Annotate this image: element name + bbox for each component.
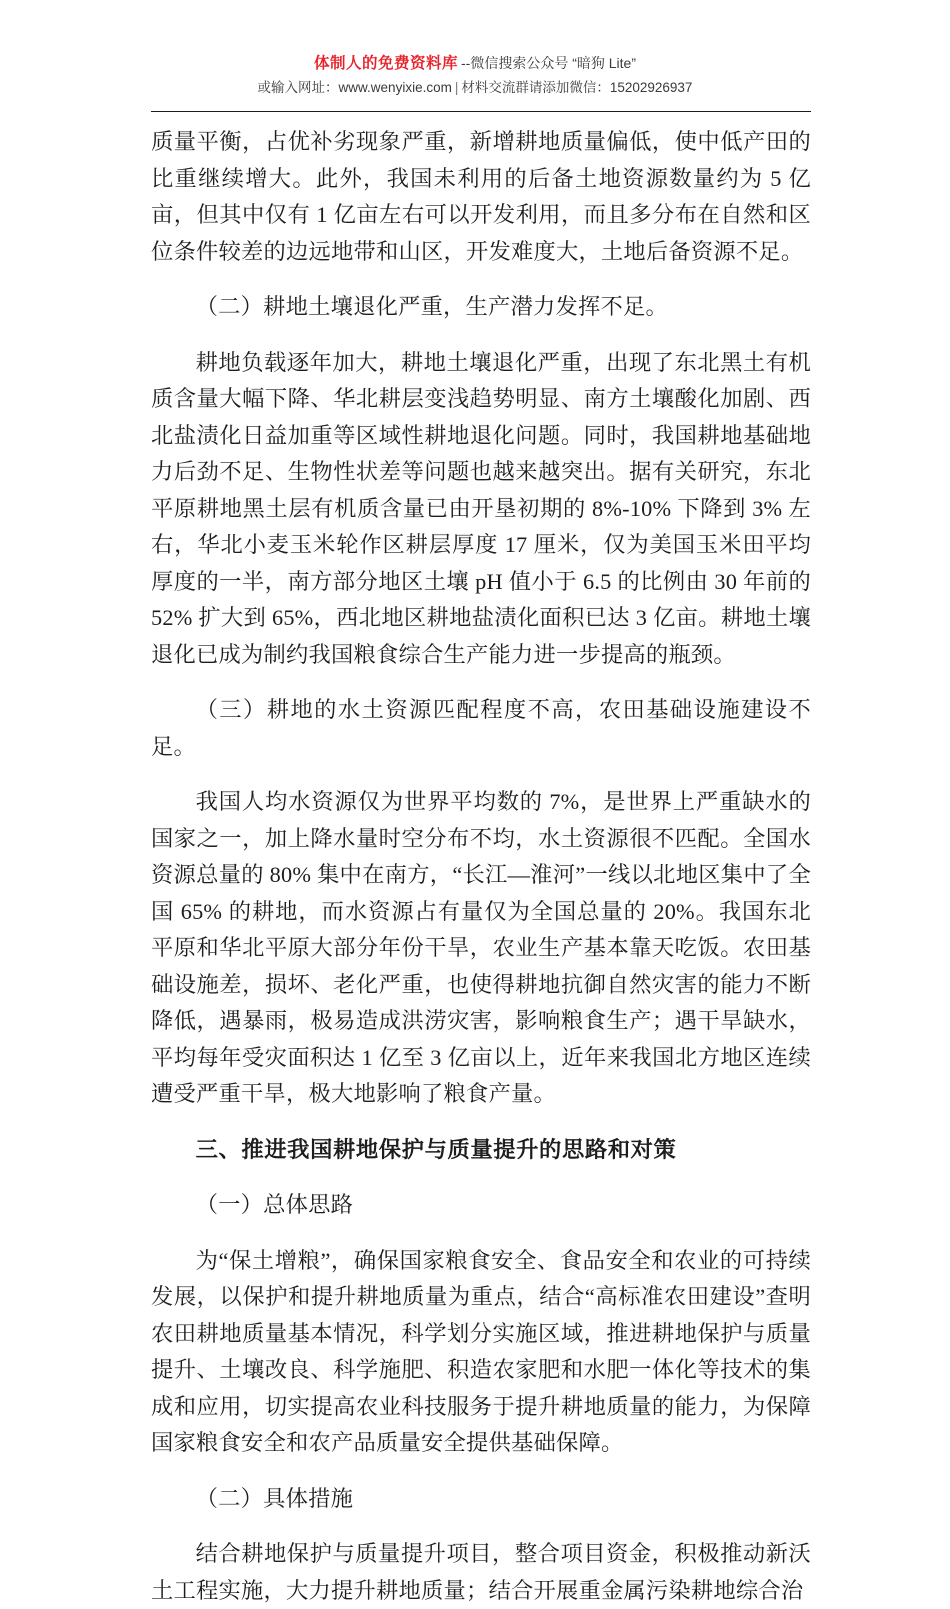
promo-brand-label: 体制人的免费资料库	[313, 55, 458, 72]
header-divider	[151, 111, 811, 112]
promo-header	[0, 52, 950, 99]
paragraph-quality-balance: 质量平衡，占优补劣现象严重，新增耕地质量偏低，使中低产田的比重继续增大。此外，我国未利用的后备土地资源数量约为 5 亿亩，但其中仅有 1 亿亩左右可以开发利用，而且多分布在自然和区位条件较差的边远地带和山区，开发难度大，土地后备资源不足。	[151, 129, 811, 264]
paragraph-water-resources: 我国人均水资源仅为世界平均数的 7%，是世界上严重缺水的国家之一，加上降水量时空分布不均，水土资源很不匹配。全国水资源总量的 80% 集中在南方，“长江—淮河”一线以北地区集中了全国 65% 的耕地，而水资源占有量仅为全国总量的 20%。我国东北平原和华北平原大部分年份干旱，农业生产基本靠天吃饭。农田基础设施差，损坏、老化严重，也使得耕地抗御自然灾害的能力不断降低，遇暴雨，极易造成洪涝灾害，影响粮食生产；遇干旱缺水，平均每年受灾面积达 1 亿至 3 亿亩以上，近年来我国北方地区连续遭受严重干旱，极大地影响了粮食产量。	[151, 789, 811, 1106]
promo-group-label: 材料交流群请添加微信：15202926937	[461, 80, 693, 96]
promo-line-secondary	[0, 78, 950, 99]
promo-tagline-label: --微信搜索公众号 “暗狗 Lite”	[461, 55, 636, 71]
promo-separator: |	[454, 80, 459, 96]
heading-section-three: 三、推进我国耕地保护与质量提升的思路和对策	[195, 1136, 677, 1162]
promo-line-primary	[0, 52, 950, 76]
paragraph-specific-measures: 结合耕地保护与质量提升项目，整合项目资金，积极推动新沃土工程实施，大力提升耕地质量；结合开展重金属污染耕地综合治	[151, 1541, 811, 1603]
heading-specific-measures: （二）具体措施	[195, 1485, 354, 1511]
heading-soil-degradation: （二）耕地土壤退化严重，生产潜力发挥不足。	[195, 294, 669, 319]
heading-water-soil-match: （三）耕地的水土资源匹配程度不高，农田基础设施建设不足。	[151, 697, 811, 759]
paragraph-soil-degradation: 耕地负载逐年加大，耕地土壤退化严重，出现了东北黑土有机质含量大幅下降、华北耕层变浅趋势明显、南方土壤酸化加剧、西北盐渍化日益加重等区域性耕地退化问题。同时，我国耕地基础地力后劲不足、生物性状差等问题也越来越突出。据有关研究，东北平原耕地黑土层有机质含量已由开垦初期的 8%-10% 下降到 3% 左右，华北小麦玉米轮作区耕层厚度 17 厘米，仅为美国玉米田平均厚度的一半，南方部分地区土壤 pH 值小于 6.5 的比例由 30 年前的 52% 扩大到 65%，西北地区耕地盐渍化面积已达 3 亿亩。耕地土壤退化已成为制约我国粮食综合生产能力进一步提高的瓶颈。	[151, 349, 811, 667]
paragraph-overall-approach: 为“保土增粮”，确保国家粮食安全、食品安全和农业的可持续发展，以保护和提升耕地质量为重点，结合“高标准农田建设”查明农田耕地质量基本情况，科学划分实施区域，推进耕地保护与质量提升、土壤改良、科学施肥、积造农家肥和水肥一体化等技术的集成和应用，切实提高农业科技服务于提升耕地质量的能力，为保障国家粮食安全和农产品质量安全提供基础保障。	[151, 1247, 811, 1455]
document-body	[151, 124, 811, 1609]
promo-site-label: 或输入网址：www.wenyixie.com	[257, 80, 452, 96]
heading-overall-approach: （一）总体思路	[195, 1192, 354, 1217]
